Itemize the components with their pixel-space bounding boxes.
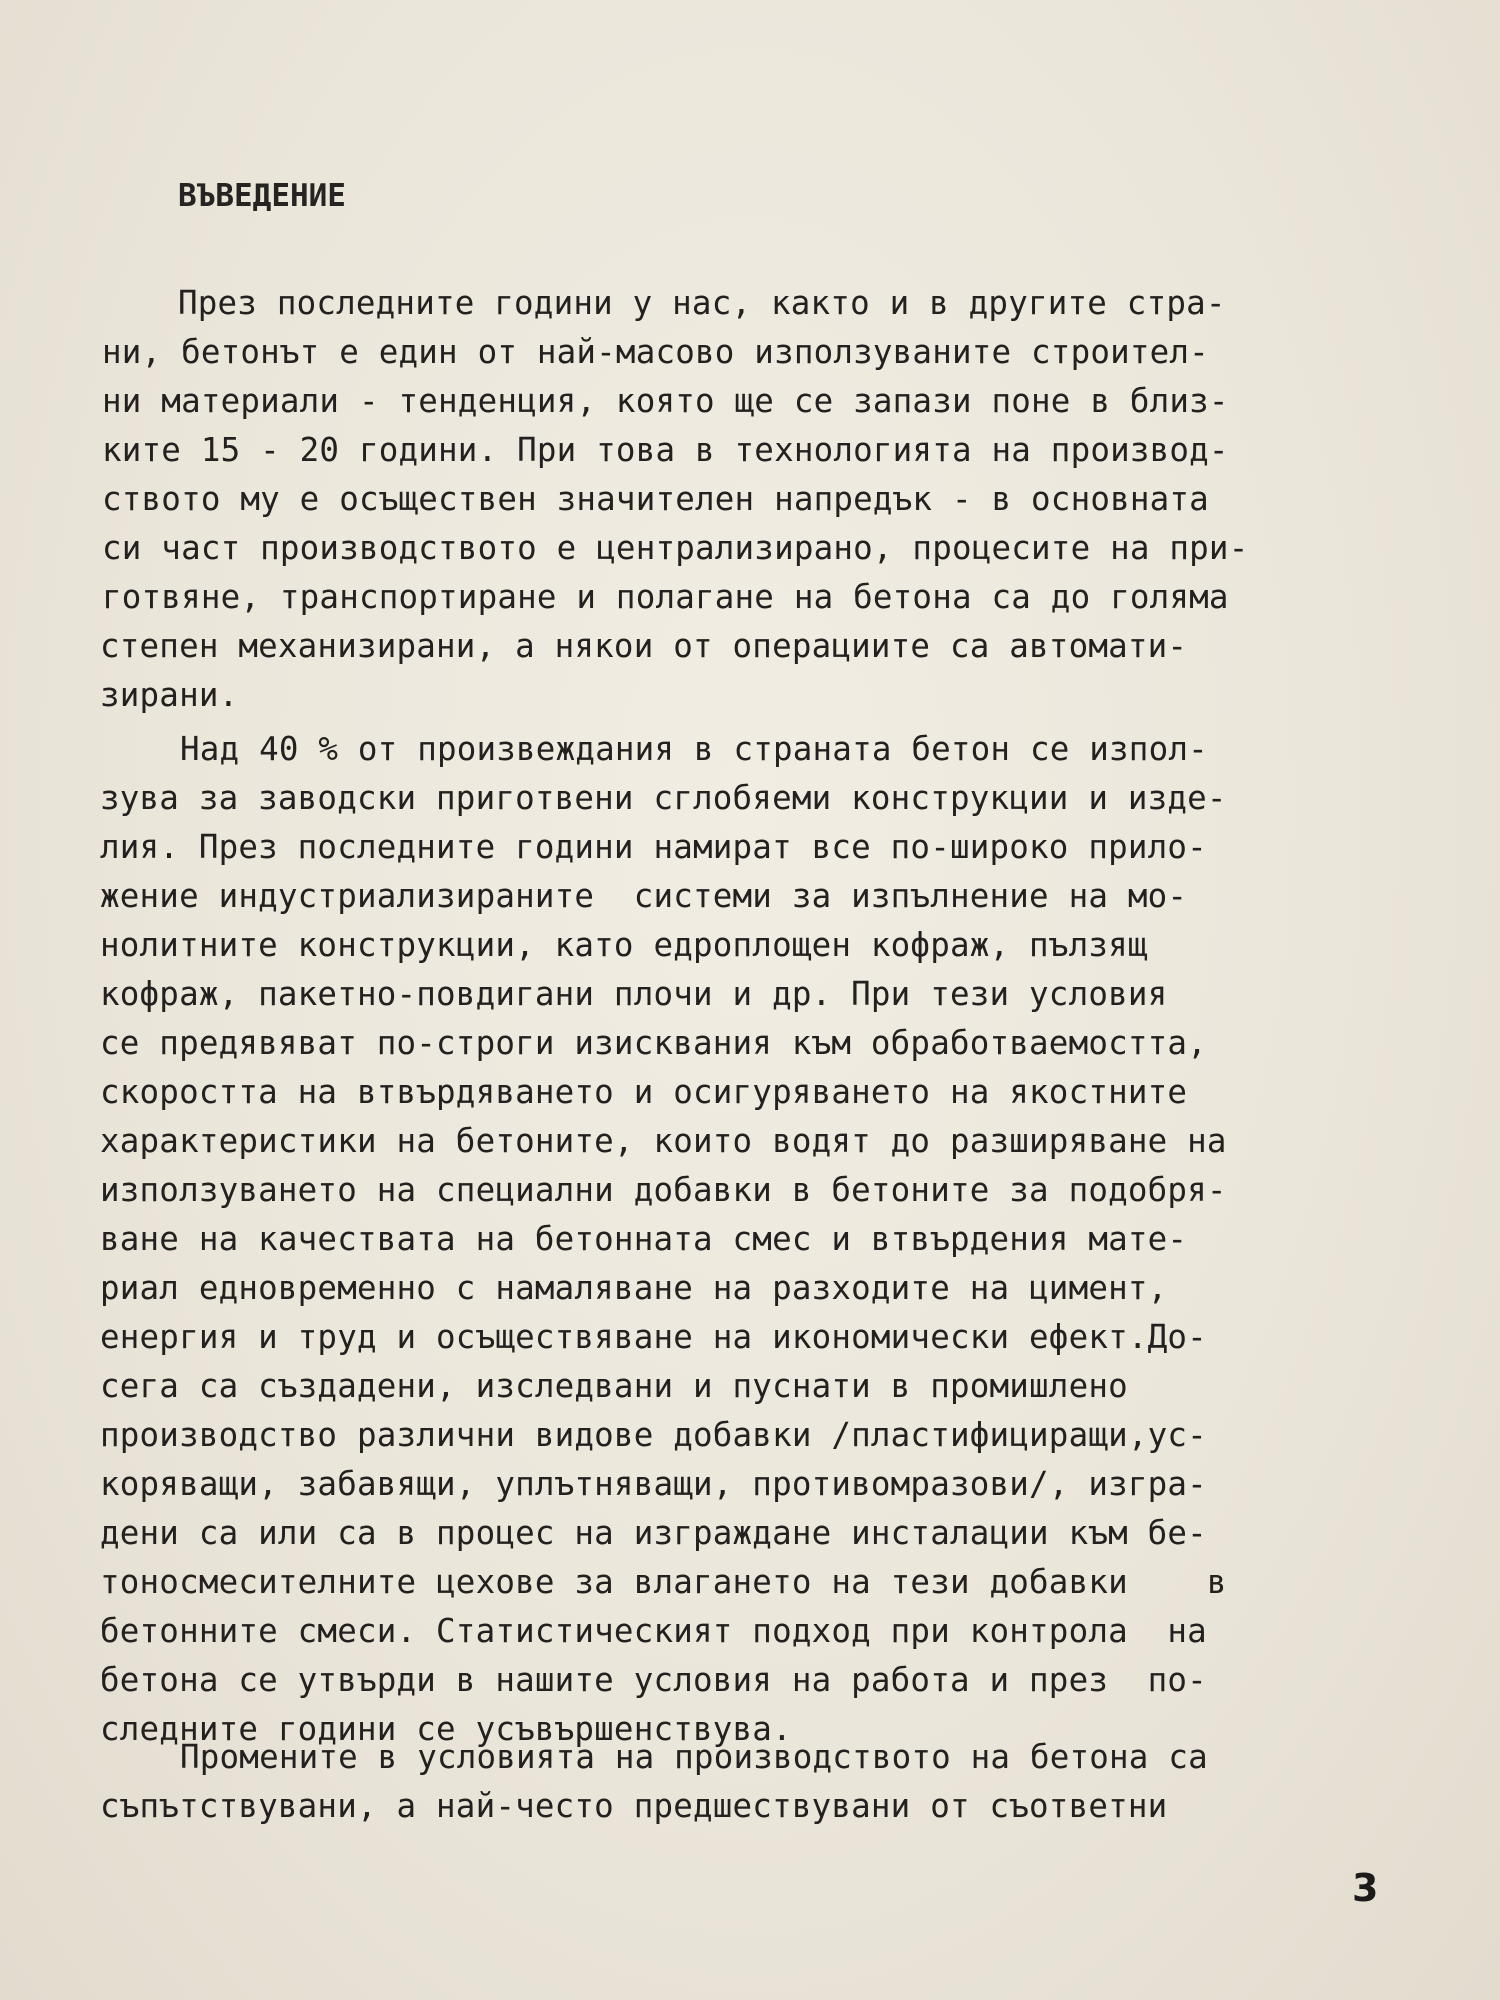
text-line: ни, бетонът е един от най-масово използуваните строител- [102,333,1209,371]
text-line: енергия и труд и осъществяване на икономически ефект.До- [100,1318,1207,1356]
text-line: зирани. [100,676,239,714]
text-line: През последните години у нас, както и в другите стра- [178,284,1226,322]
text-line: производство различни видове добавки /пластифициращи,ус- [100,1416,1207,1454]
page-number: 3 [1352,1866,1379,1910]
section-heading: ВЪВЕДЕНИЕ [178,178,346,214]
text-line: следните години се усъвършенствува. [100,1710,792,1748]
text-line: ките 15 - 20 години. При това в технологията на производ- [102,431,1229,469]
text-line: риал едновременно с намаляване на разходите на цимент, [100,1269,1168,1307]
text-line: степен механизирани, а някои от операциите са автомати- [100,627,1188,665]
text-line: характеристики на бетоните, които водят до разширяване на [100,1122,1227,1160]
text-line: дени са или са в процес на изграждане инсталации към бе- [100,1514,1207,1552]
text-line: жение индустриализираните системи за изпълнение на мо- [100,877,1188,915]
text-line: бетона се утвърди в нашите условия на работа и през по- [100,1661,1207,1699]
text-line: ството му е осъществен значителен напредък - в основната [102,480,1209,518]
text-line: се предявяват по-строги изисквания към обработваемостта, [100,1024,1207,1062]
text-line: готвяне, транспортиране и полагане на бетона са до голяма [102,578,1229,616]
text-line: бетонните смеси. Статистическият подход при контрола на [100,1612,1207,1650]
text-line: скоростта на втвърдяването и осигуряването на якостните [100,1073,1188,1111]
text-line: нолитните конструкции, като едроплощен кофраж, пълзящ [100,926,1148,964]
text-line: използуването на специални добавки в бетоните за подобря- [100,1171,1227,1209]
text-line: ване на качествата на бетонната смес и втвърдения мате- [100,1220,1188,1258]
text-line: зува за заводски приготвени сглобяеми конструкции и изде- [100,779,1227,817]
text-line: Над 40 % от произвеждания в страната бетон се изпол- [180,730,1208,768]
text-line: съпътствувани, а най-често предшествувани от съответни [100,1787,1168,1825]
text-line: си част производството е централизирано, процесите на при- [102,529,1249,567]
text-line: сега са създадени, изследвани и пуснати в промишлено [100,1367,1128,1405]
text-line: коряващи, забавящи, уплътняващи, противомразови/, изгра- [100,1465,1207,1503]
text-line: ни материали - тенденция, която ще се запази поне в близ- [102,382,1229,420]
text-line: лия. През последните години намират все по-широко прило- [100,828,1207,866]
text-line: Промените в условията на производството на бетона са [180,1738,1208,1776]
text-line: кофраж, пакетно-повдигани плочи и др. При тези условия [100,975,1168,1013]
text-line: тоносмесителните цехове за влагането на тези добавки в [100,1563,1227,1601]
